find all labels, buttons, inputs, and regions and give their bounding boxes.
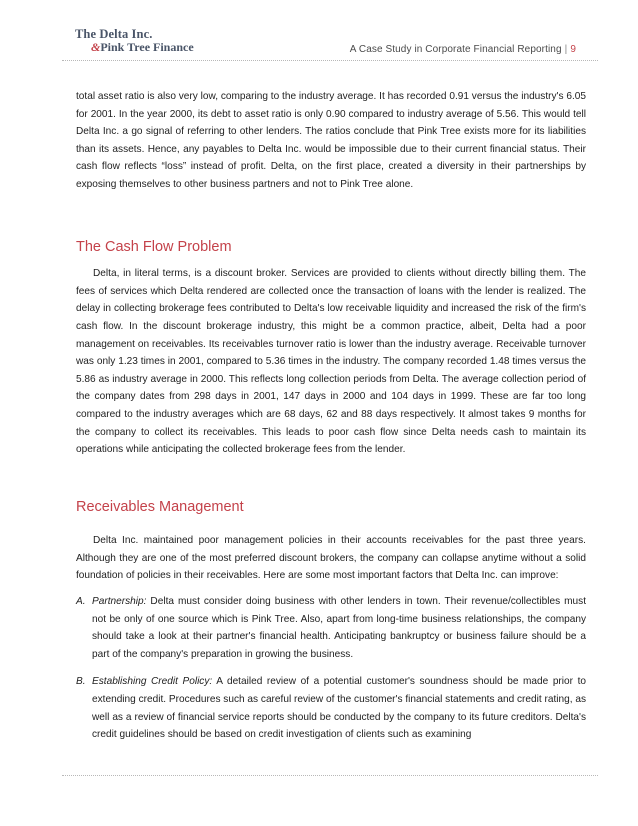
logo-ampersand: & (91, 39, 101, 54)
section-heading-receivables: Receivables Management (76, 498, 244, 515)
logo-line-2 (91, 41, 194, 53)
list-item-text: A detailed review of a potential customer's soundness should be made prior to extending credit. Procedures such as careful review of the customer's financial statements and credit rating, as well as a review of financial service reports should be conducted by the company to its future creditors. Delta's credit guidelines should be based on credit investigation of clients such as examining (92, 676, 586, 741)
cash-flow-paragraph: Delta, in literal terms, is a discount broker. Services are provided to clients without directly billing them. The fees of services which Delta rendered are collected once the transaction of loans with the lender is realized. The delay in collecting brokerage fees contributed to Delta's low receivable liquidity and increased the risk of the firm's cash flow. In the discount brokerage industry, this might be a common practice, albeit, Delta had a poor management on receivables. Its receivables turnover ratio is lower than the industry average. Receivable turnover was only 1.23 times in 2001, compared to 5.36 times in the industry. The company recorded 1.48 times versus the 5.86 as industry average in 2000. This reflects long collection periods from Delta. The average collection period of the company dates from 298 days in 2001, 147 days in 2000 and 104 days in 1999. These are far too long compared to the industry averages which are 68 days, 62 and 88 days respectively. It almost takes 9 months for the company to collect its receivables. This leads to poor cash flow since Delta needs cash to maintain its operations while anticipating the collected brokerage fees from the lender. (76, 268, 586, 456)
list-item-term: Partnership: (92, 596, 147, 608)
running-title: A Case Study in Corporate Financial Reporting (349, 44, 562, 55)
running-header (350, 44, 576, 55)
logo-line-2-text: Pink Tree Finance (100, 39, 194, 54)
logo-line-1: The Delta Inc. (75, 27, 153, 41)
page-number: 9 (570, 44, 576, 55)
header-divider (62, 60, 598, 61)
page-header (0, 0, 638, 66)
improvement-list (76, 593, 586, 744)
page-body (76, 88, 586, 754)
list-item (76, 593, 586, 663)
footer-divider (62, 775, 598, 776)
list-marker: A. (76, 596, 86, 608)
list-item-term: Establishing Credit Policy: (92, 676, 213, 688)
list-item-text: Delta must consider doing business with other lenders in town. Their revenue/collectibles must not be only of one source which is Pink Tree. Also, apart from long-time business relationships, the company should take a look at their partner's financial health. Anticipating bankruptcy or business failure should be a part of the company's preparation in growing the business. (92, 596, 586, 660)
intro-paragraph: total asset ratio is also very low, comparing to the industry average. It has recorded 0.91 versus the industry's 6.05 for 2001. In the year 2000, its debt to asset ratio is only 0.90 compared to industry average of 5.56. This would tell Delta Inc. a go signal of referring to other lenders. The ratios conclude that Pink Tree exists more for its liabilities than its assets. Hence, any payables to Delta Inc. would be impossible due to their current financial status. Their cash flow reflects “loss” instead of profit. Delta, on the first place, created a diversity in their partnerships by exposing themselves to other business partners and not to Pink Tree alone. (76, 91, 586, 190)
header-separator: | (564, 44, 568, 55)
list-item (76, 673, 586, 743)
section-heading-cash-flow: The Cash Flow Problem (76, 238, 232, 255)
receivables-paragraph: Delta Inc. maintained poor management policies in their accounts receivables for the past three years. Although they are one of the most preferred discount brokers, the company can collapse anytime without a solid foundation of policies in their receivables. Here are some most important factors that Delta Inc. can improve: (76, 535, 586, 582)
company-logo (75, 28, 194, 53)
list-marker: B. (76, 676, 86, 688)
